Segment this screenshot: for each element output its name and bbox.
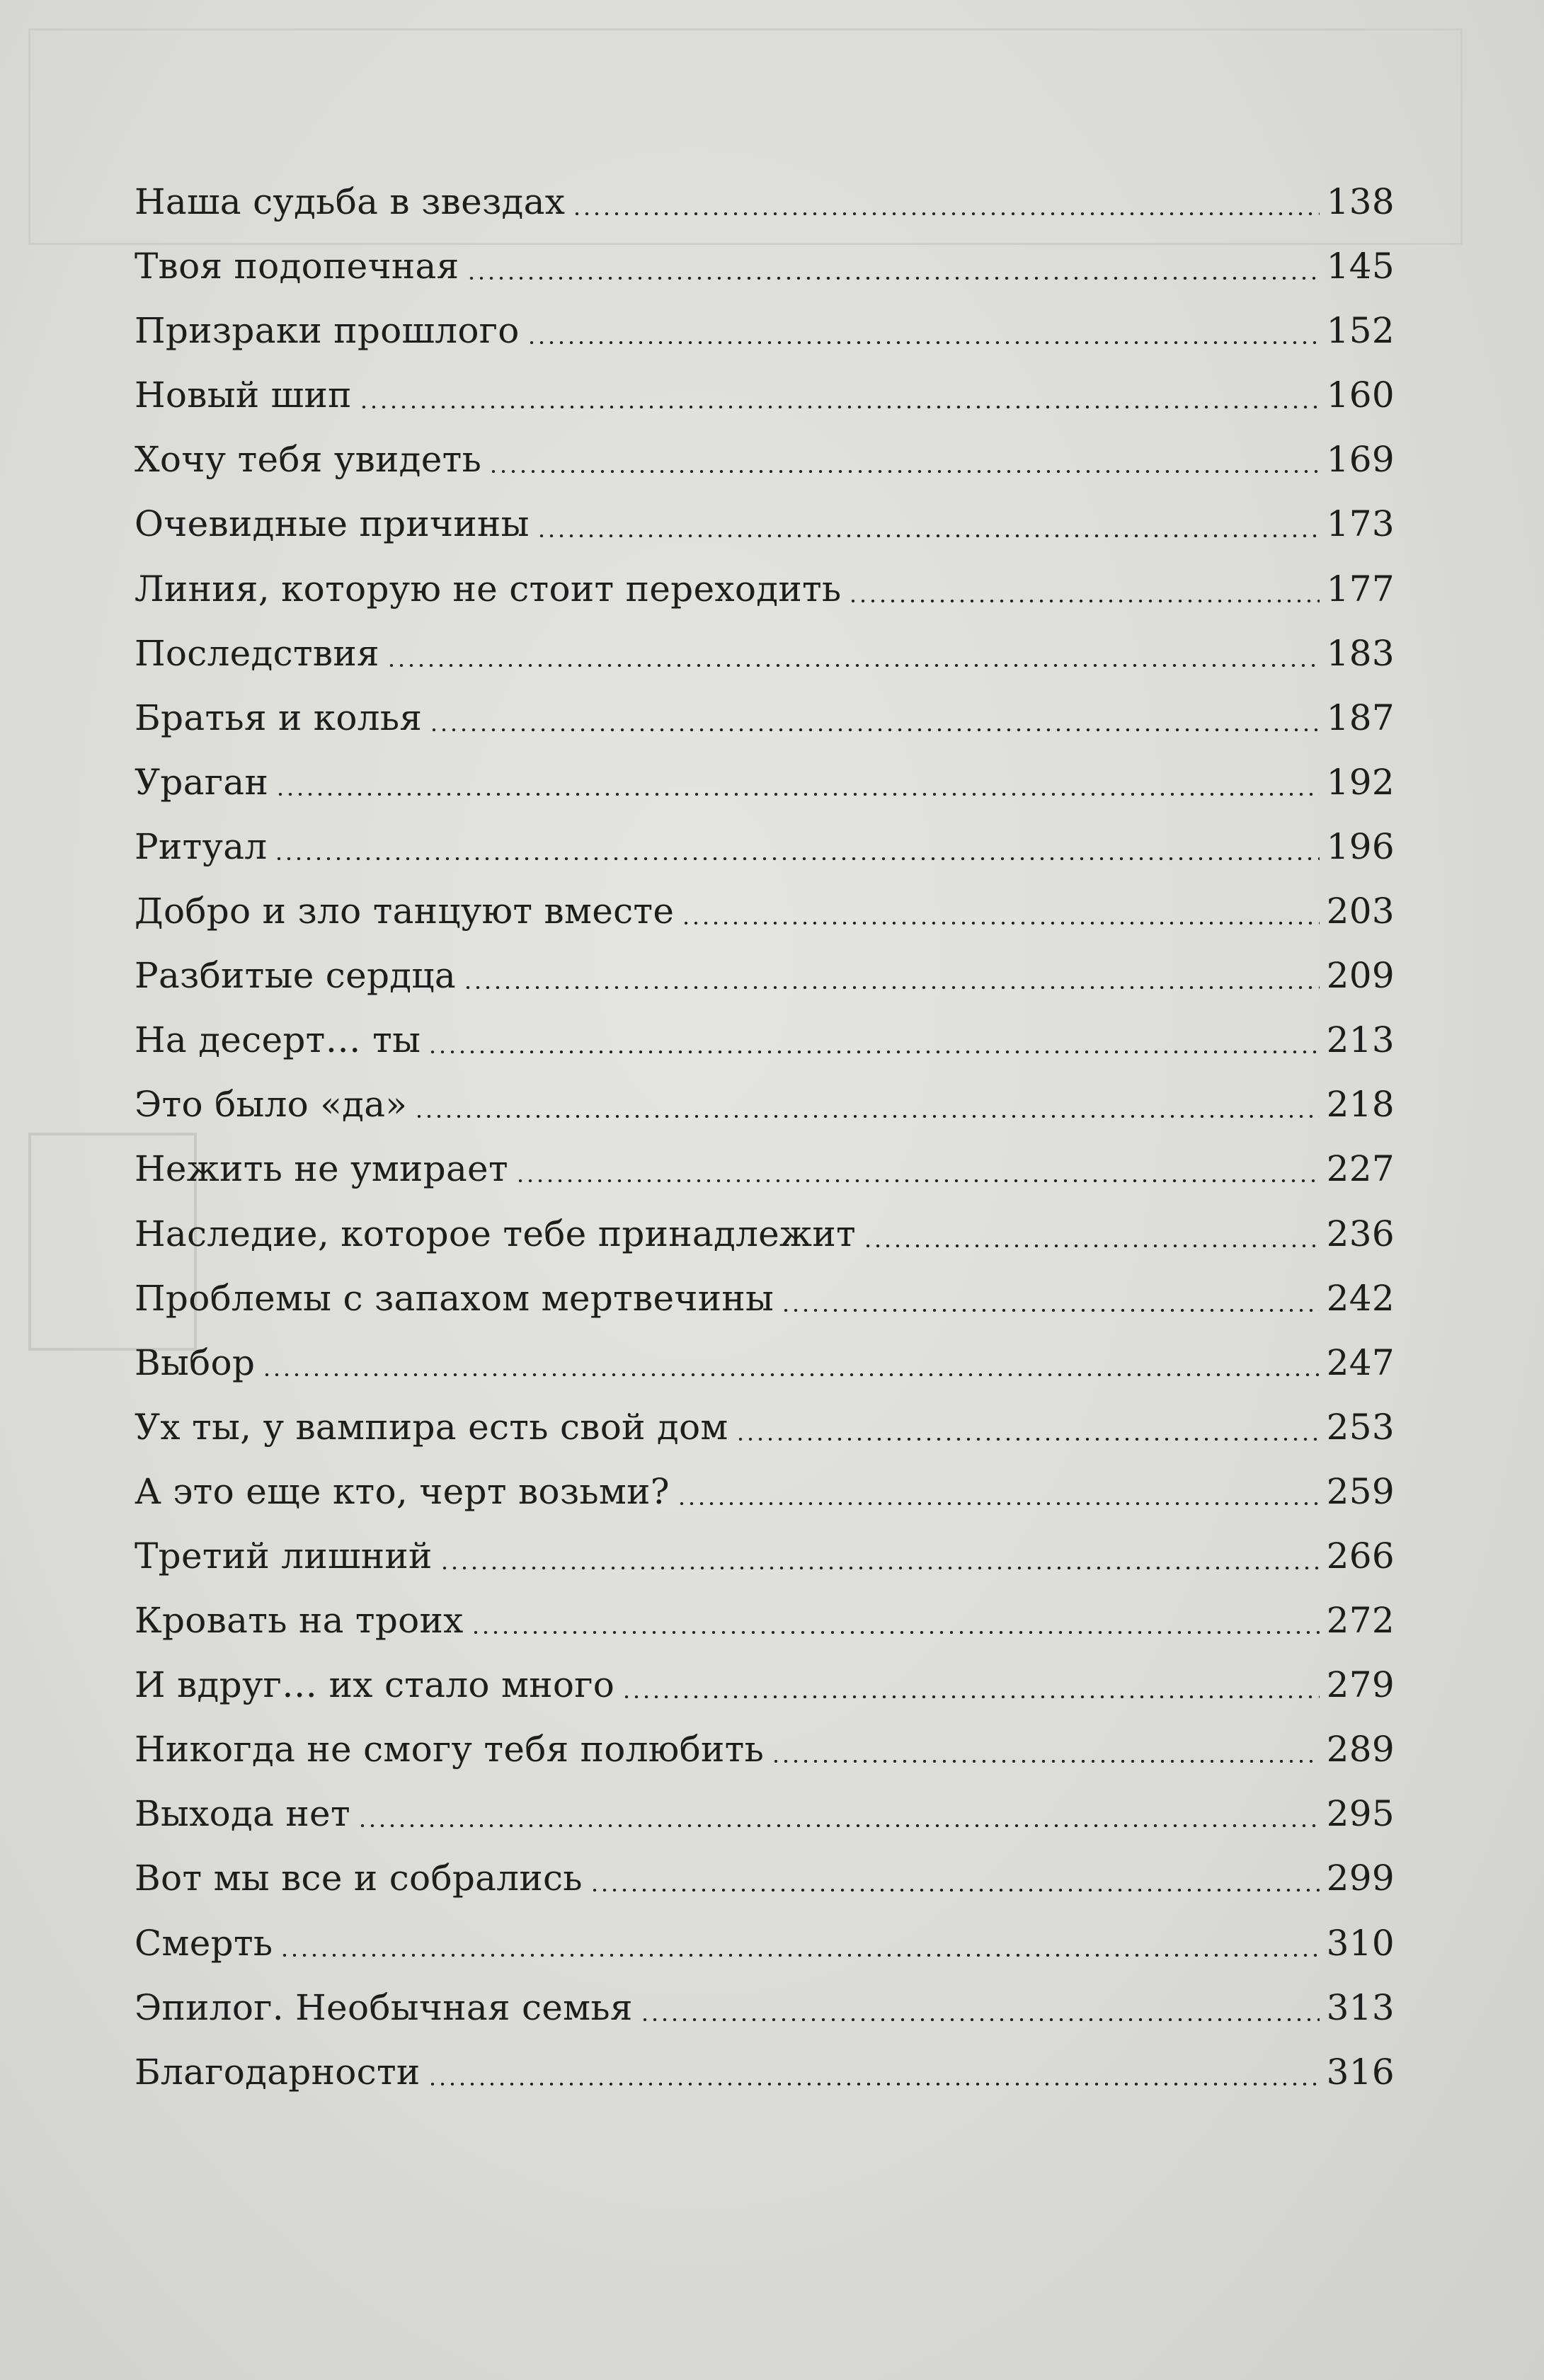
- toc-entry: [135, 1395, 1395, 1460]
- toc-entry-title: И вдруг… их стало много: [135, 1664, 615, 1706]
- toc-entry: [135, 1976, 1395, 2040]
- dot-leader: [387, 664, 1320, 667]
- dot-leader: [359, 406, 1320, 408]
- dot-leader: [428, 1051, 1319, 1053]
- toc-entry: [135, 1717, 1395, 1782]
- toc-entry-title: Призраки прошлого: [135, 310, 520, 352]
- toc-entry-title: Наша судьба в звездах: [135, 181, 566, 222]
- toc-entry-page-number: 203: [1326, 891, 1395, 932]
- toc-entry: [135, 1137, 1395, 1201]
- toc-entry: [135, 1072, 1395, 1137]
- toc-entry-title: Смерть: [135, 1922, 273, 1964]
- dot-leader: [736, 1438, 1320, 1441]
- toc-entry-title: На десерт… ты: [135, 1019, 421, 1061]
- toc-entry-page-number: 218: [1326, 1084, 1395, 1126]
- toc-entry: [135, 492, 1395, 556]
- dot-leader: [467, 277, 1320, 280]
- dot-leader: [527, 341, 1320, 344]
- toc-entry-page-number: 266: [1326, 1535, 1395, 1577]
- toc-entry-page-number: 192: [1326, 761, 1395, 803]
- toc-entry: [135, 1202, 1395, 1266]
- toc-entry-title: Вот мы все и собрались: [135, 1858, 583, 1899]
- toc-entry-page-number: 272: [1326, 1600, 1395, 1642]
- toc-entry-title: Кровать на троих: [135, 1600, 464, 1642]
- toc-entry-page-number: 177: [1326, 568, 1395, 610]
- toc-entry: [135, 2040, 1395, 2105]
- dot-leader: [537, 534, 1320, 537]
- toc-entry-title: Братья и колья: [135, 697, 423, 738]
- dot-leader: [771, 1760, 1320, 1763]
- dot-leader: [262, 1373, 1319, 1376]
- toc-entry-title: Выхода нет: [135, 1793, 350, 1835]
- toc-entry-page-number: 253: [1326, 1406, 1395, 1448]
- toc-entry: [135, 234, 1395, 299]
- toc-entry-title: Последствия: [135, 632, 379, 674]
- toc-entry-title: Это было «да»: [135, 1084, 408, 1126]
- toc-entry-title: Твоя подопечная: [135, 246, 459, 287]
- table-of-contents: [135, 170, 1395, 2105]
- toc-entry-page-number: 160: [1326, 374, 1395, 416]
- toc-entry-page-number: 247: [1326, 1341, 1395, 1383]
- toc-entry-title: Никогда не смогу тебя полюбить: [135, 1729, 765, 1770]
- toc-entry: [135, 557, 1395, 622]
- toc-entry-page-number: 138: [1326, 181, 1395, 222]
- toc-entry-page-number: 183: [1326, 632, 1395, 674]
- toc-entry-page-number: 187: [1326, 697, 1395, 738]
- dot-leader: [440, 1567, 1320, 1569]
- toc-entry: [135, 1524, 1395, 1589]
- toc-entry: [135, 879, 1395, 944]
- toc-entry: [135, 1589, 1395, 1653]
- dot-leader: [414, 1115, 1319, 1118]
- toc-entry: [135, 815, 1395, 879]
- toc-entry-page-number: 242: [1326, 1277, 1395, 1319]
- toc-entry-title: Третий лишний: [135, 1535, 433, 1577]
- toc-entry: [135, 1266, 1395, 1331]
- toc-entry-page-number: 152: [1326, 310, 1395, 352]
- toc-entry: [135, 428, 1395, 492]
- toc-entry-title: Линия, которую не стоит переходить: [135, 568, 842, 610]
- toc-entry: [135, 170, 1395, 234]
- toc-entry-title: Ух ты, у вампира есть свой дом: [135, 1406, 728, 1448]
- toc-entry-page-number: 145: [1326, 246, 1395, 287]
- toc-entry-page-number: 279: [1326, 1664, 1395, 1706]
- toc-entry-page-number: 316: [1326, 2051, 1395, 2093]
- dot-leader: [358, 1824, 1320, 1827]
- dot-leader: [863, 1245, 1320, 1247]
- toc-entry-title: Разбитые сердца: [135, 955, 456, 997]
- dot-leader: [590, 1889, 1320, 1892]
- toc-entry: [135, 299, 1395, 363]
- toc-entry: [135, 1911, 1395, 1976]
- dot-leader: [488, 470, 1320, 473]
- toc-entry: [135, 1331, 1395, 1395]
- toc-entry-title: Хочу тебя увидеть: [135, 439, 482, 481]
- toc-entry: [135, 363, 1395, 428]
- toc-entry-title: Ураган: [135, 761, 269, 803]
- toc-entry-page-number: 299: [1326, 1858, 1395, 1899]
- dot-leader: [429, 728, 1319, 731]
- dot-leader: [681, 922, 1319, 925]
- toc-entry-title: Эпилог. Необычная семья: [135, 1986, 633, 2028]
- dot-leader: [274, 857, 1319, 860]
- dot-leader: [280, 1954, 1319, 1957]
- dot-leader: [471, 1631, 1320, 1634]
- toc-entry-title: Ритуал: [135, 825, 268, 867]
- toc-entry-page-number: 236: [1326, 1213, 1395, 1254]
- toc-entry: [135, 1782, 1395, 1846]
- toc-entry-title: Новый шип: [135, 374, 352, 416]
- dot-leader: [640, 2018, 1320, 2021]
- toc-entry-page-number: 310: [1326, 1922, 1395, 1964]
- toc-entry-page-number: 295: [1326, 1793, 1395, 1835]
- dot-leader: [677, 1502, 1320, 1505]
- dot-leader: [848, 600, 1319, 602]
- dot-leader: [275, 793, 1320, 796]
- toc-entry-title: Проблемы с запахом мертвечины: [135, 1277, 774, 1319]
- toc-entry-page-number: 313: [1326, 1986, 1395, 2028]
- dot-leader: [572, 212, 1319, 215]
- toc-entry: [135, 750, 1395, 815]
- toc-entry: [135, 944, 1395, 1008]
- toc-entry-title: Благодарности: [135, 2051, 421, 2093]
- toc-entry-title: Наследие, которое тебе принадлежит: [135, 1213, 856, 1254]
- toc-entry-page-number: 213: [1326, 1019, 1395, 1061]
- toc-entry: [135, 1008, 1395, 1072]
- toc-entry-title: Выбор: [135, 1341, 256, 1383]
- toc-entry-title: А это еще кто, черт возьми?: [135, 1470, 670, 1512]
- dot-leader: [622, 1695, 1320, 1698]
- toc-entry-page-number: 173: [1326, 503, 1395, 545]
- toc-entry-title: Нежить не умирает: [135, 1148, 508, 1190]
- dot-leader: [463, 986, 1320, 989]
- dot-leader: [515, 1179, 1320, 1182]
- toc-entry: [135, 622, 1395, 686]
- toc-entry: [135, 1460, 1395, 1524]
- toc-entry-page-number: 289: [1326, 1729, 1395, 1770]
- toc-entry-page-number: 196: [1326, 825, 1395, 867]
- toc-entry-page-number: 169: [1326, 439, 1395, 481]
- dot-leader: [428, 2083, 1320, 2086]
- toc-entry-title: Очевидные причины: [135, 503, 530, 545]
- dot-leader: [781, 1309, 1320, 1312]
- toc-entry-page-number: 259: [1326, 1470, 1395, 1512]
- toc-entry: [135, 1653, 1395, 1717]
- toc-entry-page-number: 209: [1326, 955, 1395, 997]
- toc-entry: [135, 1846, 1395, 1911]
- toc-entry-page-number: 227: [1326, 1148, 1395, 1190]
- toc-entry-title: Добро и зло танцуют вместе: [135, 891, 675, 932]
- toc-entry: [135, 686, 1395, 750]
